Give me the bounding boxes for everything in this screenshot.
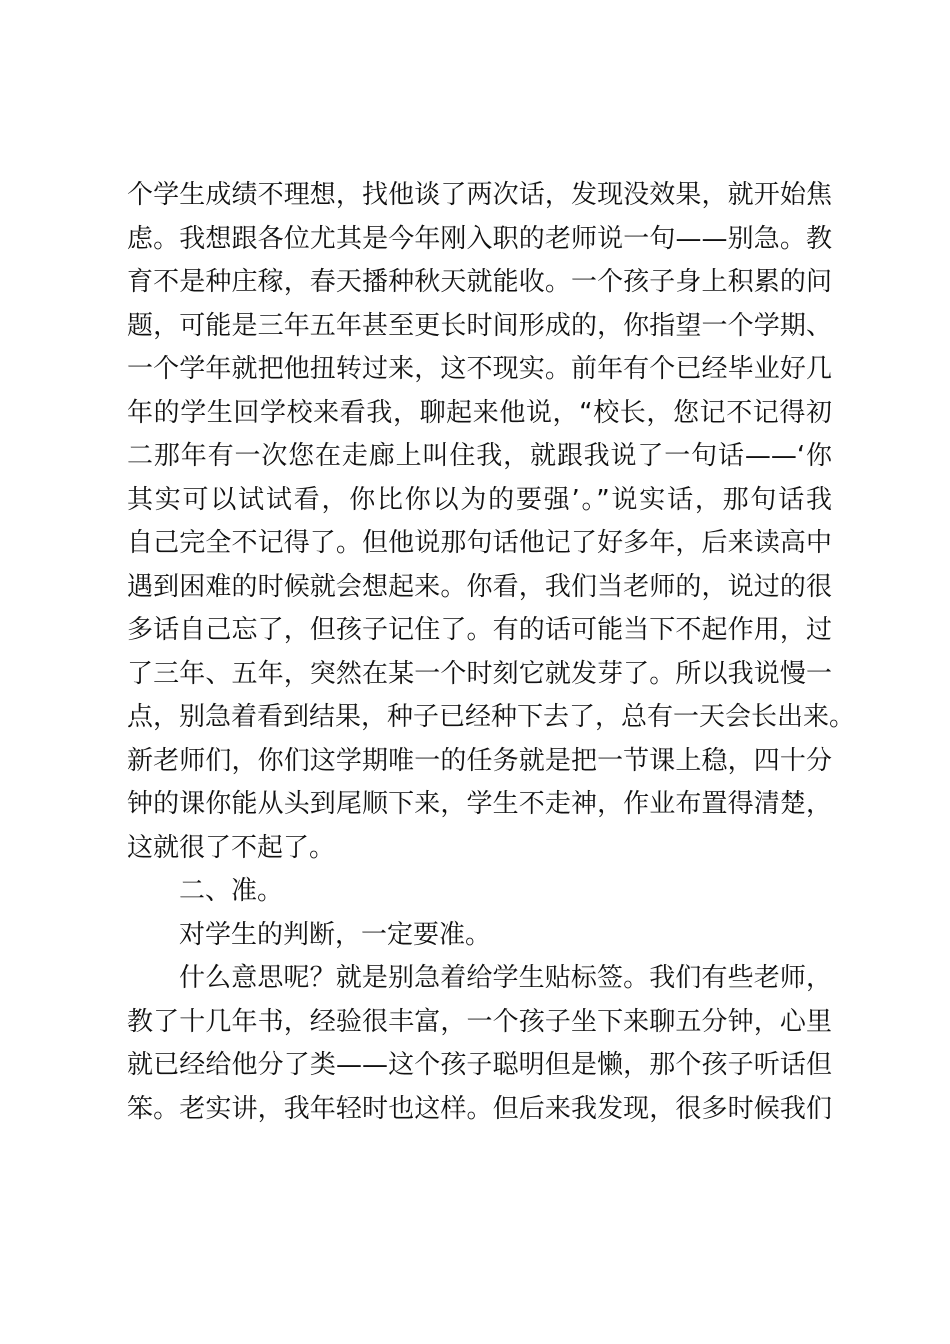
text-line: 其实可以试试看，你比你以为的要强’。”说实话，那句话我: [127, 484, 832, 515]
text-line: 育不是种庄稼，春天播种秋天就能收。一个孩子身上积累的问: [127, 267, 832, 297]
text-line: 笨。老实讲，我年轻时也这样。但后来我发现，很多时候我们: [127, 1093, 832, 1124]
text-line: 了三年、五年，突然在某一个时刻它就发芽了。所以我说慢一: [127, 658, 832, 689]
text-line: 什么意思呢？就是别急着给学生贴标签。我们有些老师，: [179, 963, 832, 993]
text-line: 就已经给他分了类——这个孩子聪明但是懒，那个孩子听话但: [127, 1050, 832, 1080]
text-line: 虑。我想跟各位尤其是今年刚入职的老师说一句——别急。教: [127, 223, 832, 254]
text-line: 个学生成绩不理想，找他谈了两次话，发现没效果，就开始焦: [127, 180, 832, 210]
text-line: 多话自己忘了，但孩子记住了。有的话可能当下不起作用，过: [127, 615, 832, 645]
text-line: 教了十几年书，经验很丰富，一个孩子坐下来聊五分钟，心里: [127, 1006, 832, 1037]
text-line: 一个学年就把他扭转过来，这不现实。前年有个已经毕业好几: [127, 354, 832, 384]
text-line: 新老师们，你们这学期唯一的任务就是把一节课上稳，四十分: [127, 745, 832, 776]
text-line: 年的学生回学校来看我，聊起来他说，“校长，您记不记得初: [127, 397, 832, 428]
text-line: 二那年有一次您在走廊上叫住我，就跟我说了一句话——‘你: [127, 441, 832, 471]
document-body: [127, 174, 856, 1131]
text-line: 点，别急着看到结果，种子已经种下去了，总有一天会长出来。: [127, 702, 856, 732]
text-line: 钟的课你能从头到尾顺下来，学生不走神，作业布置得清楚，: [127, 789, 832, 819]
text-line: 对学生的判断，一定要准。: [179, 919, 492, 950]
text-line: 二、准。: [179, 876, 284, 906]
text-line: 自己完全不记得了。但他说那句话他记了好多年，后来读高中: [127, 528, 832, 558]
text-line: 遇到困难的时候就会想起来。你看，我们当老师的，说过的很: [127, 571, 832, 602]
text-line: 这就很了不起了。: [127, 832, 336, 863]
text-line: 题，可能是三年五年甚至更长时间形成的，你指望一个学期、: [127, 310, 832, 341]
